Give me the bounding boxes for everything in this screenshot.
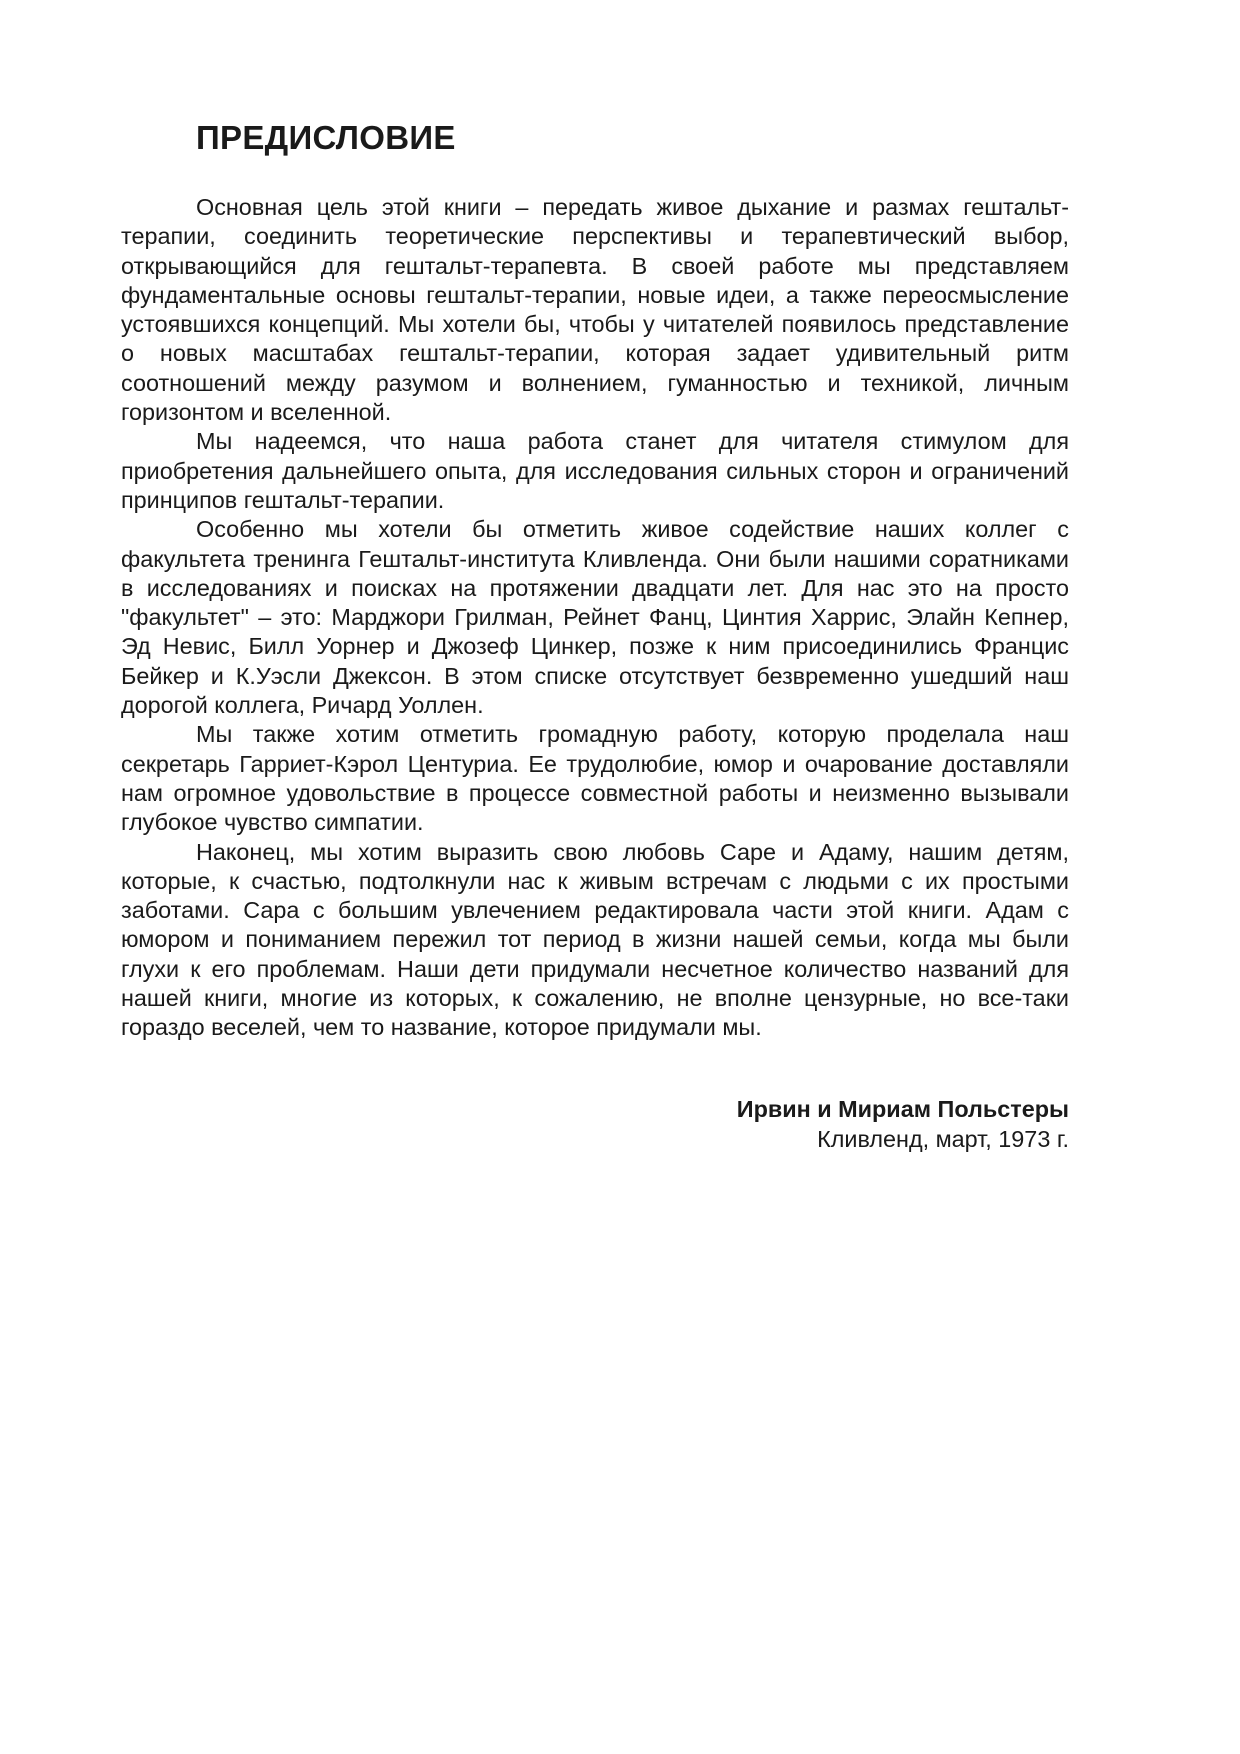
paragraph: Особенно мы хотели бы отметить живое содействие наших коллег с факультета тренинга Гештальт-института Кливленда. Они были нашими соратниками в исследованиях и поисках на протяжении двадцати лет. Для нас это на просто "факультет" – это: Марджори Грилман, Рейнет Фанц, Цинтия Харрис, Элайн Кепнер, Эд Невис, Билл Уорнер и Джозеф Цинкер, позже к ним присоединились Францис Бейкер и К.Уэсли Джексон. В этом списке отсутствует безвременно ушедший наш дорогой коллега, Ричард Уоллен. (121, 516, 1069, 719)
signature-block (121, 1094, 1069, 1154)
signature-authors: Ирвин и Мириам Польстеры (736, 1096, 1069, 1122)
preface-body (121, 193, 1069, 1043)
paragraph: Основная цель этой книги – передать живое дыхание и размах гештальт-терапии, соединить теоретические перспективы и терапевтический выбор, открывающийся для гештальт-терапевта. В своей работе мы представляем фундаментальные основы гештальт-терапии, новые идеи, а также переосмысление устоявшихся концепций. Мы хотели бы, чтобы у читателей появилось представление о новых масштабах гештальт-терапии, которая задает удивительный ритм соотношений между разумом и волнением, гуманностью и техникой, личным горизонтом и вселенной. (121, 194, 1069, 426)
signature-place-date: Кливленд, март, 1973 г. (817, 1126, 1069, 1152)
paragraph: Мы надеемся, что наша работа станет для читателя стимулом для приобретения дальнейшего опыта, для исследования сильных сторон и ограничений принципов гештальт-терапии. (121, 428, 1069, 513)
paragraph: Наконец, мы хотим выразить свою любовь Саре и Адаму, нашим детям, которые, к счастью, подтолкнули нас к живым встречам с людьми с их простыми заботами. Сара с большим увлечением редактировала части этой книги. Адам с юмором и пониманием пережил тот период в жизни нашей семьи, когда мы были глухи к его проблемам. Наши дети придумали несчетное количество названий для нашей книги, многие из которых, к сожалению, не вполне цензурные, но все-таки гораздо веселей, чем то название, которое придумали мы. (121, 838, 1069, 1041)
paragraph: Мы также хотим отметить громадную работу, которую проделала наш секретарь Гарриет-Кэрол Центуриа. Ее трудолюбие, юмор и очарование доставляли нам огромное удовольствие в процессе совместной работы и неизменно вызывали глубокое чувство симпатии. (121, 721, 1069, 836)
page-title: ПРЕДИСЛОВИЕ (196, 119, 456, 156)
